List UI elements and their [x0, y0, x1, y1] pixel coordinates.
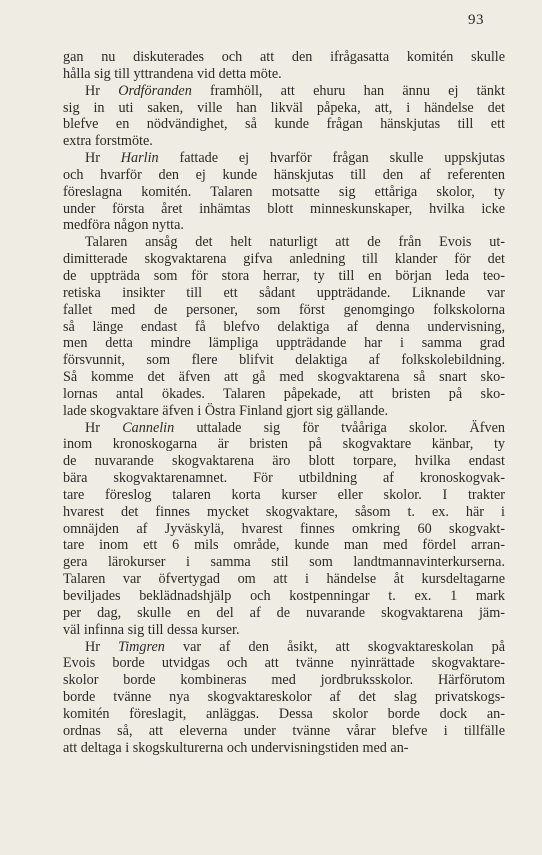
text-segment: komitén föreslagit, anläggas. Dessa skolor borde dock an- — [63, 705, 505, 722]
text-segment: de nuvarande skogvaktarena äro blott torpare, hvilka endast — [63, 453, 505, 470]
text-line — [63, 689, 505, 706]
text-line — [63, 150, 505, 167]
text-line — [63, 723, 505, 740]
text-line — [63, 251, 505, 268]
text-segment: per dag, skulle en del af de nuvarande skogvaktarena jäm- — [63, 604, 505, 621]
text-line — [63, 352, 505, 369]
text-segment: bära skogvaktarenamnet. För utbildning af kronoskogvak- — [63, 470, 505, 487]
text-segment: lornas antal ökades. Talaren påpekade, att bristen på sko- — [63, 385, 505, 402]
text-line — [63, 386, 505, 403]
text-segment: försvunnit, som flere blifvit delaktiga af folkskolebildning. — [63, 352, 505, 369]
text-line — [63, 504, 505, 521]
text-line — [63, 184, 505, 201]
text-line — [63, 83, 505, 100]
text-line — [63, 655, 505, 672]
text-line — [63, 521, 505, 538]
text-segment: inom kronoskogarna är bristen på skogvaktare känbar, ty — [63, 436, 505, 453]
text-segment: fallet med de personer, som först genomgingo folkskolorna — [63, 301, 505, 318]
text-segment: framhöll, att ehuru han ännu ej tänkt — [191, 82, 505, 99]
text-segment: Evois borde utvidgas och att tvänne nyinrättade skogvaktare- — [63, 655, 505, 672]
text-segment: Så komme det äfven att gå med skogvaktarena så snart sko- — [63, 369, 505, 386]
paragraph — [63, 234, 505, 419]
text-segment: Talaren ansåg det helt naturligt att de från Evois ut- — [85, 234, 505, 251]
text-segment: Hr — [85, 82, 119, 99]
text-line — [63, 436, 505, 453]
text-segment: beviljades beklädnadshjälp och kostpenningar t. ex. 1 mark — [63, 588, 505, 604]
text-segment: lade skogvaktare äfven i Östra Finland gjort sig gällande. — [63, 402, 389, 419]
text-line — [63, 167, 505, 184]
speaker-name: Cannelin — [122, 419, 175, 436]
text-line — [63, 302, 505, 319]
text-line — [63, 740, 505, 757]
text-line — [63, 116, 505, 133]
text-segment: gan nu diskuterades och att den ifrågasatta komitén skulle — [63, 49, 505, 65]
text-segment: men detta mindre lämpliga uppträdande har i samma grad — [63, 335, 505, 352]
speaker-name: Harlin — [120, 150, 159, 167]
text-line — [63, 66, 505, 83]
page-number: 93 — [468, 12, 484, 28]
speaker-name: Timgren — [118, 638, 165, 655]
text-segment: hvarest det finnes mycket skogvaktare, såsom t. ex. här i — [63, 503, 505, 520]
text-segment: gera lärokurser i samma stil som landtmannavinterkurserna. — [63, 554, 505, 571]
text-segment: Talaren var öfvertygad om att i händelse åt kursdeltagarne — [63, 571, 505, 588]
text-line — [63, 268, 505, 285]
text-line — [63, 201, 505, 218]
text-segment: borde tvänne nya skogvaktareskolor af det slag privatskogs- — [63, 689, 505, 706]
paragraph — [63, 639, 505, 757]
text-line — [63, 622, 505, 639]
text-segment: tare inom ett 6 mils område, kunde man med fördel arran- — [63, 537, 505, 554]
paragraph — [63, 49, 505, 83]
body-text — [63, 49, 505, 756]
text-segment: uttalade sig för tvååriga skolor. Äfven — [174, 419, 505, 436]
text-line — [63, 335, 505, 352]
text-line — [63, 672, 505, 689]
text-segment: sig in uti saken, ville han likväl påpeka, att, i händelse det — [63, 99, 505, 116]
text-line — [63, 453, 505, 470]
speaker-name: Ordföranden — [118, 82, 192, 99]
text-segment: tare föreslog talaren korta kurser eller skolor. I trakter — [63, 486, 505, 503]
text-line — [63, 571, 505, 588]
text-segment: blefve en nödvändighet, så kunde frågan hänskjutas till ett — [63, 116, 505, 133]
text-segment: retiska insikter till ett sådant uppträdande. Liknande var — [63, 284, 505, 301]
text-segment: att deltaga i skogskulturerna och undervisningstiden med an- — [63, 739, 409, 756]
text-line — [63, 588, 505, 605]
text-line — [63, 285, 505, 302]
text-line — [63, 706, 505, 723]
text-line — [63, 554, 505, 571]
text-segment: Hr — [85, 638, 119, 655]
text-segment: hålla sig till yttrandena vid detta möte. — [63, 65, 282, 82]
text-segment: under första året inhämtas blott minneskunskaper, hvilka icke — [63, 200, 505, 217]
text-segment: så länge endast få blefvo delaktiga af denna undervisning, — [63, 318, 505, 335]
text-line — [63, 49, 505, 66]
text-segment: ordnas så, att eleverna under tvänne vårar blefve i tillfälle — [63, 722, 505, 739]
text-line — [63, 403, 505, 420]
text-segment: Hr — [85, 419, 123, 436]
text-line — [63, 537, 505, 554]
text-line — [63, 100, 505, 117]
text-line — [63, 217, 505, 234]
text-segment: och hvarför den ej kunde hänskjutas till den af referenten — [63, 166, 505, 183]
text-line — [63, 133, 505, 150]
paragraph — [63, 420, 505, 639]
text-line — [63, 234, 505, 251]
text-segment: föreslagna komitén. Talaren motsatte sig ettåriga skolor, ty — [63, 183, 505, 200]
text-segment: fattade ej hvarför frågan skulle uppskjutas — [158, 150, 505, 167]
text-line — [63, 369, 505, 386]
text-segment: omnäjden af Jyväskylä, hvarest finnes omkring 60 skogvakt- — [63, 520, 505, 537]
text-line — [63, 319, 505, 336]
text-line — [63, 605, 505, 622]
text-segment: Hr — [85, 150, 121, 167]
paragraph — [63, 83, 505, 150]
text-segment: var af den åsikt, att skogvaktareskolan på — [164, 638, 505, 655]
text-line — [63, 487, 505, 504]
paragraph — [63, 150, 505, 234]
text-segment: de uppträda som för stora herrar, ty till en början leda teo- — [63, 267, 505, 284]
text-line — [63, 420, 505, 437]
text-line — [63, 639, 505, 656]
text-segment: dimitterade skogvaktarena gifva anledning till klander för det — [63, 251, 505, 268]
text-segment: väl infinna sig till dessa kurser. — [63, 621, 240, 638]
text-segment: medföra någon nytta. — [63, 217, 184, 234]
text-segment: extra forstmöte. — [63, 133, 153, 150]
text-segment: skolor borde kombineras med jordbruksskolor. Härförutom — [63, 672, 505, 689]
text-line — [63, 470, 505, 487]
